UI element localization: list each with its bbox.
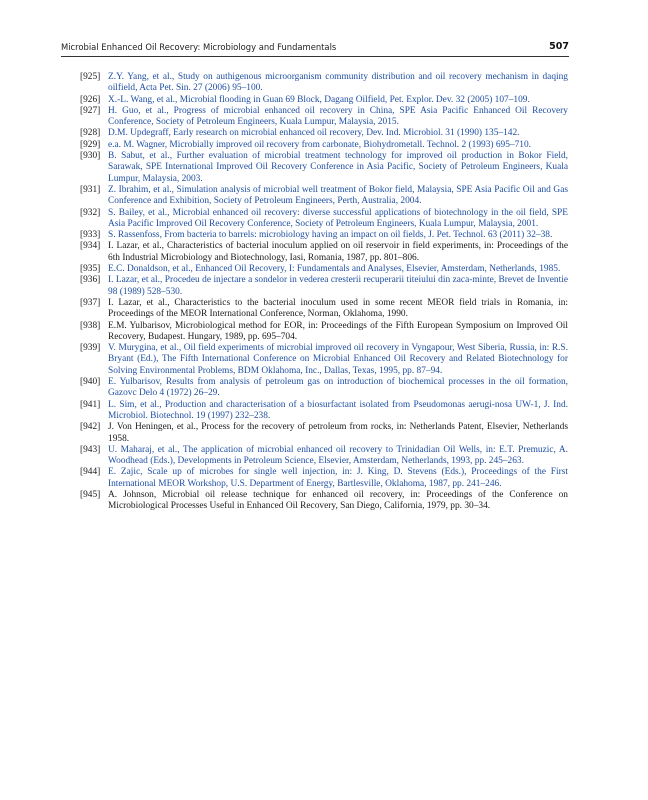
reference-number: [931] — [80, 184, 101, 195]
reference-number: [942] — [80, 422, 101, 433]
reference-item — [80, 275, 568, 298]
reference-list — [80, 72, 568, 513]
reference-item — [80, 95, 568, 106]
reference-text[interactable]: U. Maharaj, et al., The application of microbial enhanced oil recovery to Trinidadian Oil Wells, in: E.T. Premuzic, A. Woodhead (Eds.), Developments in Petroleum Science, Elsevier, Amsterdam, Netherlands, 1993, pp. 245–263. — [108, 444, 568, 467]
reference-item — [80, 422, 568, 445]
reference-text: I. Lazar, et al., Characteristics of bacterial inoculum applied on oil reservoir in field experiments, in: Proceedings of the 6th Industrial Microbiology and Biotechnology, Iasi, Romania, 1987, pp. 801–806. — [108, 241, 568, 263]
reference-number: [944] — [80, 467, 101, 478]
reference-number: [925] — [80, 72, 101, 82]
reference-item — [80, 467, 568, 490]
reference-number: [937] — [80, 297, 101, 308]
reference-text[interactable]: I. Lazar, et al., Procedeu de injectare a sondelor in vederea cresterii recuperarii titeiului din zaca-minte, Brevet de Inventie 98 (1989) 528–530. — [108, 275, 568, 297]
reference-item — [80, 208, 568, 231]
reference-text[interactable]: E. Zajic, Scale up of microbes for single well injection, in: J. King, D. Stevens (Eds.), Proceedings of the First International MEOR Workshop, U.S. Department of Energy, Bartlesville, Oklahoma, 1987, pp. 241–246. — [108, 467, 568, 489]
reference-item — [80, 321, 568, 344]
reference-item — [80, 151, 568, 185]
reference-number: [928] — [80, 128, 101, 139]
reference-item — [80, 241, 568, 264]
reference-item — [80, 106, 568, 129]
reference-text[interactable]: E.C. Donaldson, et al., Enhanced Oil Recovery, I: Fundamentals and Analyses, Elsevier, Amsterdam, Netherlands, 1985. — [108, 264, 561, 275]
reference-item — [80, 264, 568, 275]
reference-text[interactable]: e.a. M. Wagner, Microbially improved oil recovery from carbonate, Biohydrometall. Technol. 2 (1993) 695–710. — [108, 139, 532, 150]
reference-number: [927] — [80, 105, 101, 116]
reference-text[interactable]: S. Rassenfoss, From bacteria to barrels: microbiology having an impact on oil fields, J. Pet. Technol. 63 (2011) 32–38. — [108, 230, 553, 241]
reference-item — [80, 445, 568, 468]
reference-number: [938] — [80, 320, 101, 331]
reference-number: [926] — [80, 94, 101, 105]
reference-number: [936] — [80, 275, 101, 286]
reference-item — [80, 377, 568, 400]
reference-text[interactable]: B. Sabut, et al., Further evaluation of microbial treatment technology for improved oil production in Bokor Field, Sarawak, SPE International Improved Oil Recovery Conference in Asia Pacific, Society of Petroleum Engineers, Kuala Lumpur, Malaysia, 2003. — [108, 151, 568, 184]
reference-number: [941] — [80, 399, 101, 410]
reference-number: [943] — [80, 444, 101, 455]
reference-number: [932] — [80, 207, 101, 218]
reference-number: [929] — [80, 139, 101, 150]
reference-number: [945] — [80, 489, 101, 500]
reference-text[interactable]: Z. Ibrahim, et al., Simulation analysis of microbial well treatment of Bokor field, Malaysia, SPE Asia Pacific Oil and Gas Conference and Exhibition, Society of Petroleum Engineers, Perth, Australia, 2004. — [108, 184, 568, 207]
page-number: 507 — [549, 41, 569, 52]
reference-text: A. Johnson, Microbial oil release technique for enhanced oil recovery, in: Proceedings of the Conference on Microbiological Processes Useful in Enhanced Oil Recovery, San Diego, California, 1979, pp. 30–34. — [108, 489, 568, 512]
reference-number: [939] — [80, 343, 101, 354]
reference-number: [933] — [80, 230, 101, 241]
reference-item — [80, 298, 568, 321]
reference-text[interactable]: Z.Y. Yang, et al., Study on authigenous microorganism community distribution and oil recovery mechanism in daqing oilfield, Acta Pet. Sin. 27 (2006) 95–100. — [108, 72, 568, 94]
reference-text[interactable]: S. Bailey, et al., Microbial enhanced oil recovery: diverse successful applications of biotechnology in the oil field, SPE Asia Pacific Improved Oil Recovery Conference, Society of Petroleum Engineers, Kuala Lumpur, Malaysia, 2001. — [108, 207, 568, 229]
reference-item — [80, 400, 568, 423]
reference-number: [934] — [80, 241, 101, 252]
reference-text[interactable]: L. Sim, et al., Production and characterisation of a biosurfactant isolated from Pseudomonas aerugi-nosa UW-1, J. Ind. Microbiol. Biotechnol. 19 (1997) 232–238. — [108, 399, 568, 421]
reference-number: [930] — [80, 151, 101, 162]
reference-text: E.M. Yulbarisov, Microbiological method for EOR, in: Proceedings of the Fifth European Symposium on Improved Oil Recovery, Budapest. Hungary, 1989, pp. 695–704. — [108, 320, 568, 342]
reference-text[interactable]: V. Murygina, et al., Oil field experiments of microbial improved oil recovery in Vyngapour, West Siberia, Russia, in: R.S. Bryant (Ed.), The Fifth International Conference on Microbial Enhanced Oil Recovery and Related Biotechnology for Solving Environmental Problems, BDM Oklahoma, Inc., Dallas, Texas, 1995, pp. 87–94. — [108, 343, 568, 376]
reference-text[interactable]: E. Yulbarisov, Results from analysis of petroleum gas on introduction of biochemical processes in the oil formation, Gazovc Delo 4 (1972) 26–29. — [108, 377, 568, 399]
reference-item — [80, 140, 568, 151]
reference-text[interactable]: H. Guo, et al., Progress of microbial enhanced oil recovery in China, SPE Asia Pacific Enhanced Oil Recovery Conference, Society of Petroleum Engineers, Kuala Lumpur, Malaysia, 2015. — [108, 105, 568, 128]
reference-text: I. Lazar, et al., Characteristics to the bacterial inoculum used in some recent MEOR field trials in Romania, in: Proceedings of the MEOR International Conference, Norman, Oklahoma, 1990. — [108, 297, 568, 320]
reference-item — [80, 72, 568, 95]
reference-item — [80, 343, 568, 377]
reference-text[interactable]: X.-L. Wang, et al., Microbial flooding in Guan 69 Block, Dagang Oilfield, Pet. Explor. Dev. 32 (2005) 107–109. — [108, 94, 530, 105]
reference-number: [940] — [80, 377, 101, 388]
reference-item — [80, 128, 568, 139]
reference-text[interactable]: D.M. Updegraff, Early research on microbial enhanced oil recovery, Dev. Ind. Microbiol. 31 (1990) 135–142. — [108, 128, 520, 139]
reference-text: J. Von Heningen, et al., Process for the recovery of petroleum from rocks, in: Netherlands Patent, Elsevier, Netherlands 1958. — [108, 422, 568, 444]
reference-item — [80, 185, 568, 208]
running-title: Microbial Enhanced Oil Recovery: Microbiology and Fundamentals — [61, 42, 337, 52]
reference-item — [80, 490, 568, 513]
page-header — [61, 40, 569, 57]
reference-item — [80, 230, 568, 241]
reference-number: [935] — [80, 264, 101, 275]
